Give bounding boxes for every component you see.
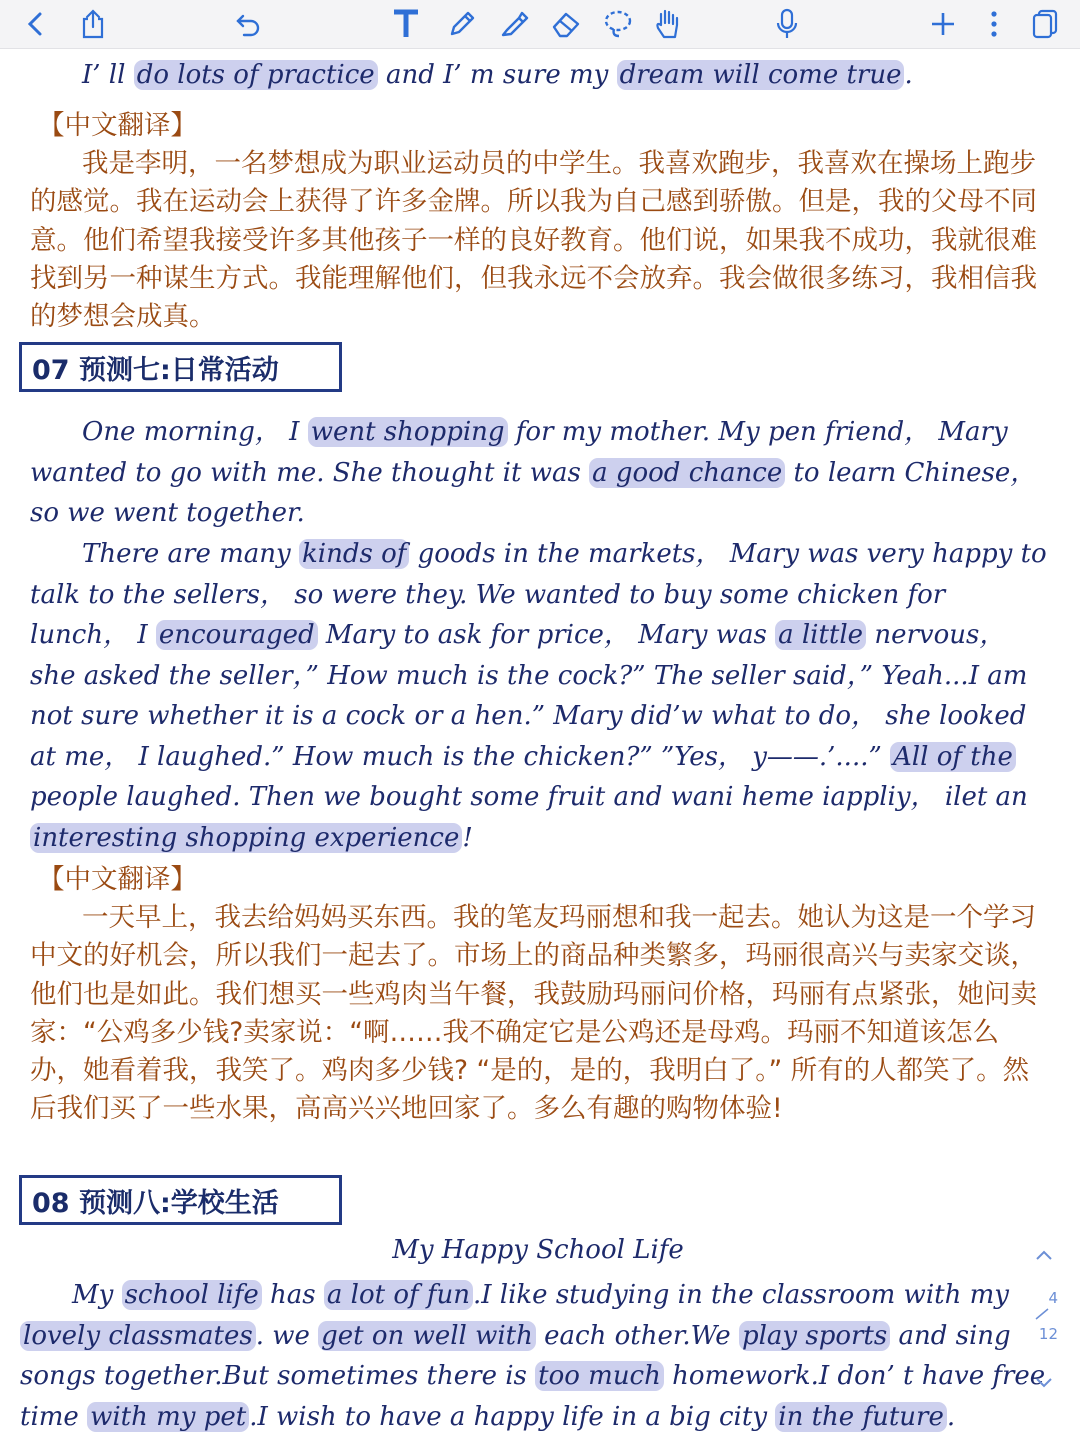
chinese-translation-07 <box>30 861 1050 1128</box>
highlight: lovely classmates <box>20 1321 256 1351</box>
highlight: too much <box>535 1361 664 1391</box>
translation-text: 一天早上，我去给妈妈买东西。我的笔友玛丽想和我一起去。她认为这是一个学习中文的好机会，所以我们一起去了。市场上的商品种类繁多，玛丽很高兴与卖家交谈，他们也是如此。我们想买一些鸡肉当午餐，我鼓励玛丽问价格，玛丽有点紧张，她问卖家：“公鸡多少钱?卖家说：“啊……我不确定它是公鸡还是母鸡。玛丽不知道该怎么办，她看着我，我笑了。鸡肉多少钱? “是的，是的，我明白了。” 所有的人都笑了。然后我们买了一些水果，高高兴兴地回家了。多么有趣的购物体验! <box>30 902 1037 1125</box>
text-tool-icon[interactable] <box>388 4 424 44</box>
current-page: 4 <box>1048 1289 1058 1307</box>
translation-label: 【中文翻译】 <box>38 110 197 141</box>
translation-text: 我是李明，一名梦想成为职业运动员的中学生。我喜欢跑步，我喜欢在操场上跑步的感觉。我在运动会上获得了许多金牌。所以我为自己感到骄傲。但是，我的父母不同意。他们希望我接受许多其他孩子一样的良好教育。他们说，如果我不成功，我就很难找到另一种谋生方式。我能理解他们，但我永远不会放弃。我会做很多练习，我相信我的梦想会成真。 <box>30 148 1037 333</box>
highlight: school life <box>122 1280 262 1310</box>
highlight: All of the <box>890 742 1016 772</box>
highlight: kinds of <box>299 539 409 569</box>
section-heading-07: 07 预测七:日常活动 <box>19 342 342 392</box>
translation-label: 【中文翻译】 <box>38 864 197 895</box>
undo-icon[interactable] <box>232 4 266 44</box>
page-up-button[interactable] <box>1034 1247 1058 1263</box>
highlight: with my pet <box>87 1402 249 1432</box>
pen-icon[interactable] <box>444 4 480 44</box>
highlight: encouraged <box>156 620 318 650</box>
pages-icon[interactable] <box>1028 4 1062 44</box>
english-passage-07-p1: One morning， I went shopping for my mother. My pen friend， Mary wanted to go with me. She thought it was a good chance to learn Chinese， so we went together. <box>30 417 1037 528</box>
page-down-button[interactable] <box>1034 1375 1058 1391</box>
plus-icon[interactable] <box>926 4 960 44</box>
eraser-icon[interactable] <box>548 4 584 44</box>
lasso-icon[interactable] <box>600 4 636 44</box>
highlight: a good chance <box>589 458 785 488</box>
chinese-translation-06 <box>30 107 1050 336</box>
english-passage-07-p2: There are many kinds of goods in the markets， Mary was very happy to talk to the sellers， so were they. We wanted to buy some chicken for lunch， I encouraged Mary to ask for price， Mary was a little nervous， she asked the seller，” How much is the cock?” The seller said，” Yeah...I am not sure whether it is a cock or a hen.” Mary did’w what to do， she looked at me， I laughed.” How much is the chicken?” ”Yes， y——.’....” All of the people laughed. Then we bought some fruit and wani heme iapplіy， ilet an interesting shopping experience ! <box>30 539 1047 853</box>
english-passage-08: My school life has a lot of fun .I like studying in the classroom with my lovely classmates . we get on well with each other.We play sports and sing songs together.But sometimes there is too much homework.I don’ t have free time with my pet .I wish to have a happy life in a big city in the future . <box>20 1280 1046 1432</box>
page-indicator <box>1030 1289 1058 1351</box>
highlight: went shopping <box>308 417 508 447</box>
chevron-up-icon <box>1034 1248 1054 1262</box>
highlight: get on well with <box>318 1321 536 1351</box>
microphone-icon[interactable] <box>770 4 804 44</box>
highlight: interesting shopping experience <box>30 823 462 853</box>
chevron-left-icon[interactable] <box>18 4 52 44</box>
more-vertical-icon[interactable] <box>982 4 1006 44</box>
highlight: a little <box>775 620 866 650</box>
highlight: dream will come true <box>617 60 905 90</box>
share-icon[interactable] <box>76 4 110 44</box>
highlight: do lots of practice <box>134 60 378 90</box>
section-heading-08: 08 预测八:学校生活 <box>19 1175 342 1225</box>
note-page[interactable] <box>0 49 1080 1440</box>
slash-divider <box>1030 1307 1052 1321</box>
highlight: a lot of fun <box>324 1280 473 1310</box>
essay-title: My Happy School Life <box>392 1235 684 1265</box>
hand-tool-icon[interactable] <box>650 4 686 44</box>
chevron-down-icon <box>1034 1376 1054 1390</box>
highlight: in the future <box>775 1402 947 1432</box>
highlighter-icon[interactable] <box>496 4 532 44</box>
toolbar <box>0 0 1080 49</box>
total-pages: 12 <box>1038 1325 1058 1343</box>
highlight: play sports <box>739 1321 890 1351</box>
english-line-top: I’ ll do lots of practice and I’ m sure my dream will come true . <box>82 60 913 90</box>
